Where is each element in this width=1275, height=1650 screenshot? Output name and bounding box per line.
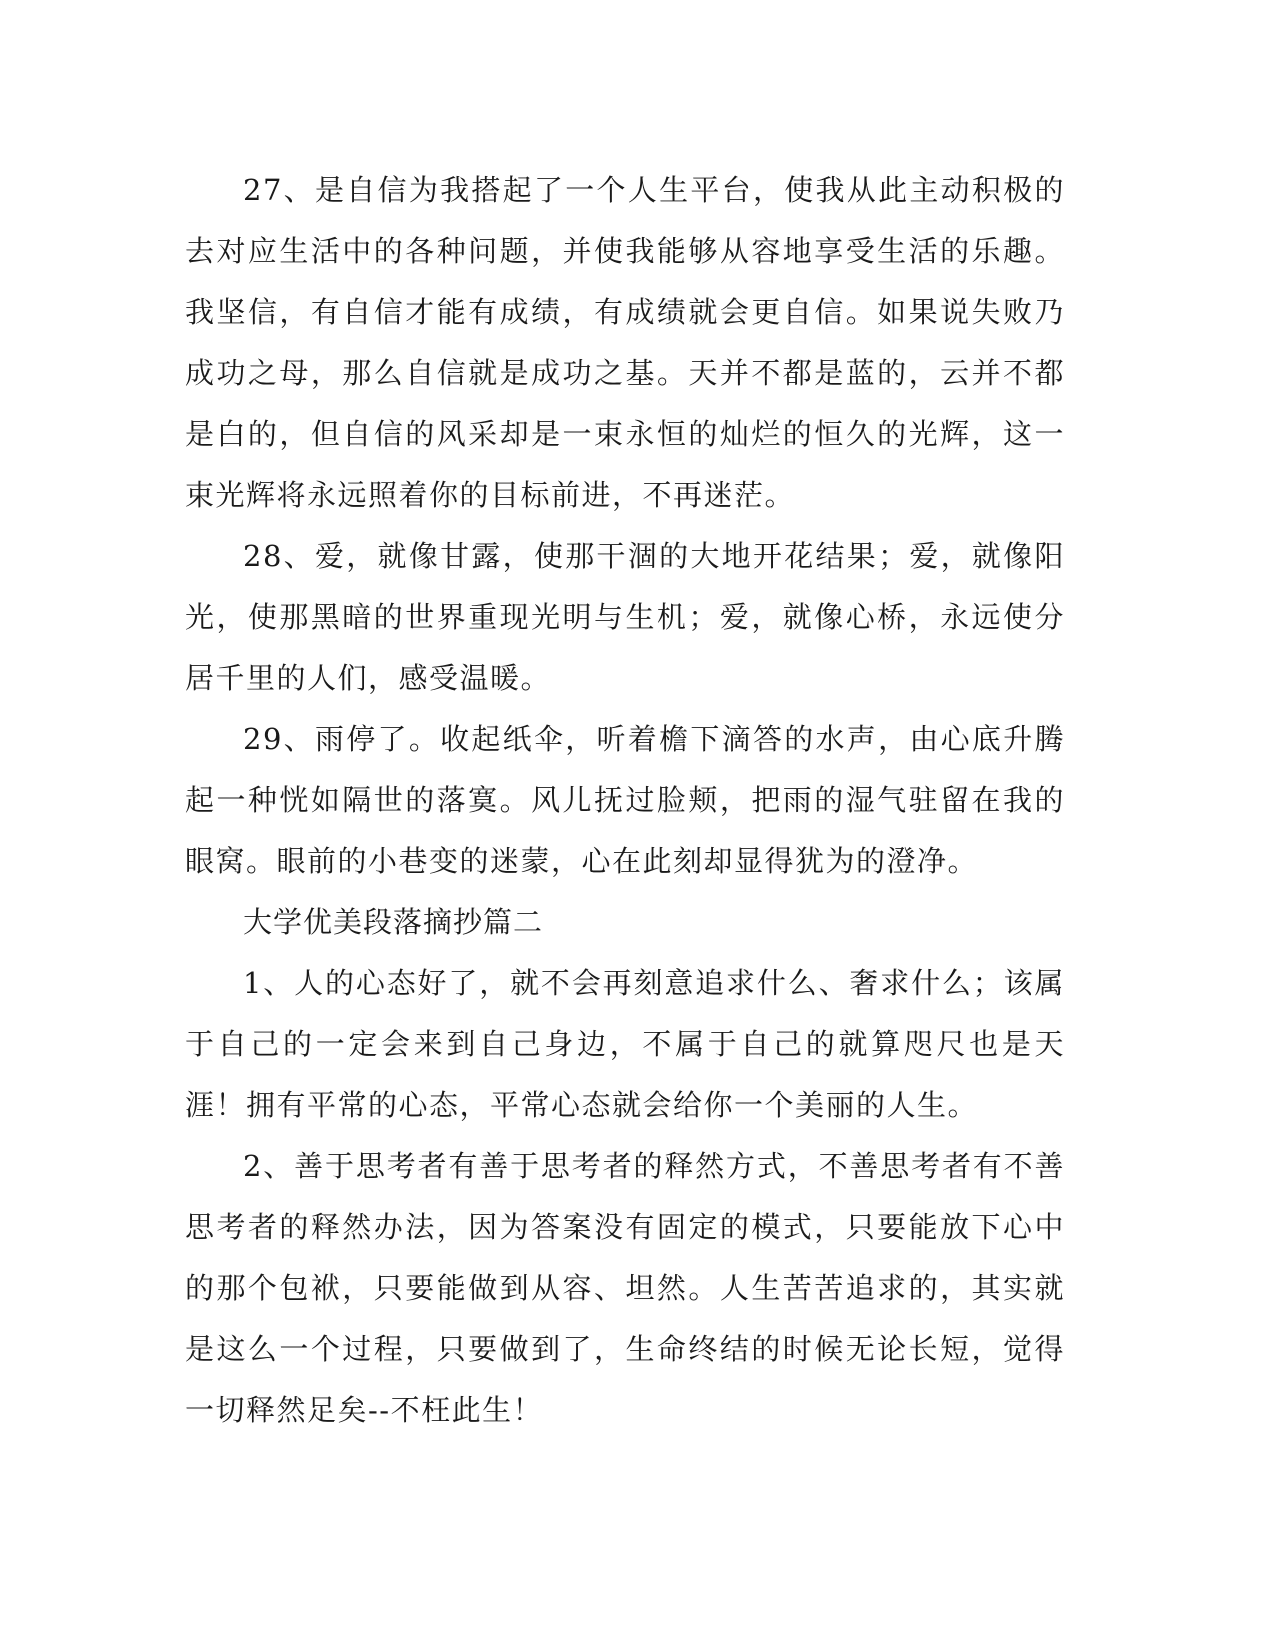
paragraph-27: 27、是自信为我搭起了一个人生平台，使我从此主动积极的去对应生活中的各种问题，并使我能够从容地享受生活的乐趣。我坚信，有自信才能有成绩，有成绩就会更自信。如果说失败乃成功之母，那么自信就是成功之基。天并不都是蓝的，云并不都是白的，但自信的风采却是一束永恒的灿烂的恒久的光辉，这一束光辉将永远照着你的目标前进，不再迷茫。 [185,173,1065,512]
section-paragraph-1: 1、人的心态好了，就不会再刻意追求什么、奢求什么；该属于自己的一定会来到自己身边，不属于自己的就算咫尺也是天涯！拥有平常的心态，平常心态就会给你一个美丽的人生。 [185,966,1065,1122]
section-paragraph-2: 2、善于思考者有善于思考者的释然方式，不善思考者有不善思考者的释然办法，因为答案没有固定的模式，只要能放下心中的那个包袱，只要能做到从容、坦然。人生苦苦追求的，其实就是这么一个过程，只要做到了，生命终结的时候无论长短，觉得一切释然足矣--不枉此生！ [185,1149,1065,1427]
document-page [185,160,1065,1441]
section-heading: 大学优美段落摘抄篇二 [243,905,544,939]
paragraph-29: 29、雨停了。收起纸伞，听着檐下滴答的水声，由心底升腾起一种恍如隔世的落寞。风儿抚过脸颊，把雨的湿气驻留在我的眼窝。眼前的小巷变的迷蒙，心在此刻却显得犹为的澄净。 [185,722,1065,878]
paragraph-28: 28、爱，就像甘露，使那干涸的大地开花结果；爱，就像阳光，使那黑暗的世界重现光明与生机；爱，就像心桥，永远使分居千里的人们，感受温暖。 [185,539,1065,695]
